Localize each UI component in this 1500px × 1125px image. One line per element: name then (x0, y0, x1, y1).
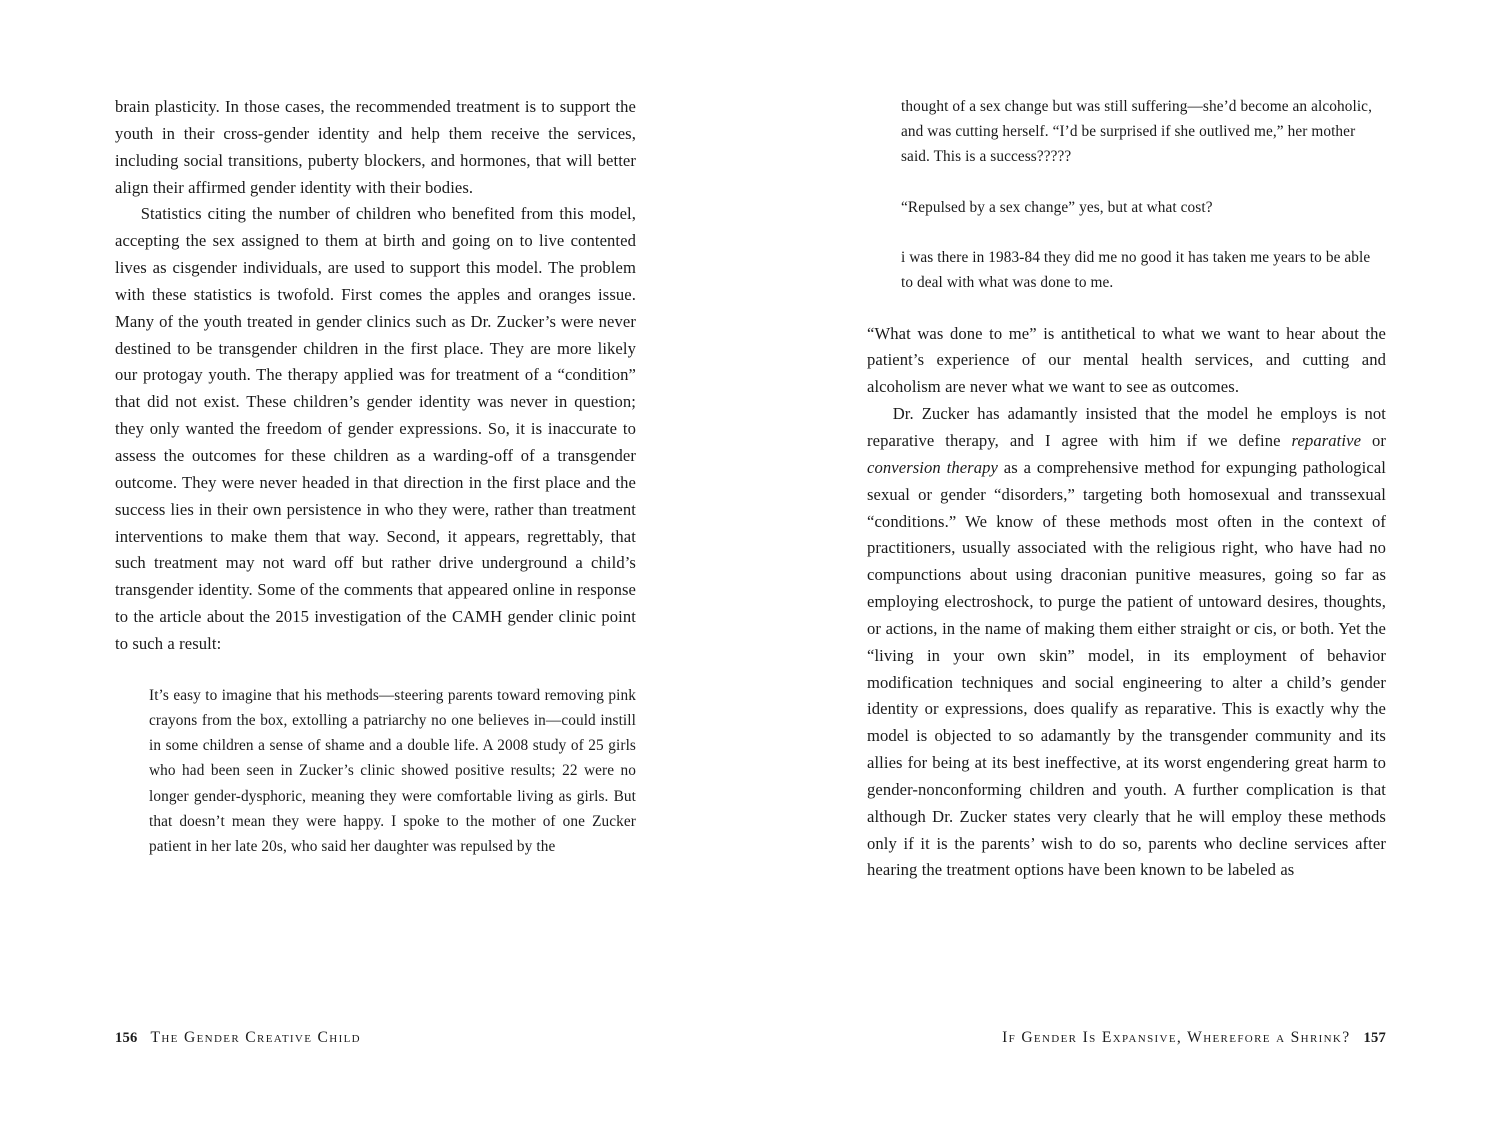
blockquote-continued (901, 94, 1386, 296)
paragraph-zucker-reparative (867, 401, 1386, 884)
italic-term: reparative (1291, 430, 1362, 450)
text-run: Dr. Zucker has adamantly insisted that the model he employs is not reparative therapy, and I agree with him if we define (867, 404, 1386, 450)
text-run: or (1361, 430, 1386, 450)
blockquote-paragraph: “Repulsed by a sex change” yes, but at what cost? (901, 198, 1213, 216)
paragraph-what-was-done: “What was done to me” is antithetical to what we want to hear about the patient’s experience of our mental health services, and cutting and alcoholism are never what we want to see as outcomes. (867, 323, 1386, 397)
right-page (750, 0, 1500, 1125)
blockquote-paragraph: It’s easy to imagine that his methods—steering parents toward removing pink crayons from the box, extolling a patriarchy no one believes in—could instill in some children a sense of shame and a double life. A 2008 study of 25 girls who had been seen in Zucker’s clinic showed positive results; 22 were no longer gender-dysphoric, meaning they were comfortable living as girls. But that doesn’t mean they were happy. I spoke to the mother of one Zucker patient in her late 20s, who said her daughter was repulsed by the (149, 686, 636, 855)
right-page-textblock (867, 94, 1386, 884)
left-page-textblock (115, 94, 636, 859)
blockquote-online-comments (149, 683, 636, 859)
running-title-left: The Gender Creative Child (150, 1029, 361, 1046)
running-title-right: If Gender Is Expansive, Wherefore a Shrink? (1002, 1029, 1351, 1046)
page-number-right: 157 (1363, 1030, 1386, 1046)
italic-term: conversion therapy (867, 457, 998, 477)
text-run: as a comprehensive method for expunging pathological sexual or gender “disorders,” targeting both homosexual and transsexual “conditions.” We know of these methods most often in the context of practitioners, usually associated with the religious right, who have had no compunctions about using draconian punitive measures, going so far as employing electroshock, to purge the patient of untoward desires, thoughts, or actions, in the name of making them either straight or cis, or both. Yet the “living in your own skin” model, in its employment of behavior modification techniques and social engineering to alter a child’s gender identity or expressions, does qualify as reparative. This is exactly why the model is objected to so adamantly by the transgender community and its allies for being at its best ineffective, at its worst engendering great harm to gender-nonconforming children and youth. A further complication is that although Dr. Zucker states very clearly that he will employ these methods only if it is the parents’ wish to do so, parents who decline services after hearing the treatment options have been known to be labeled as (867, 457, 1386, 880)
blockquote-paragraph: thought of a sex change but was still suffering—she’d become an alcoholic, and was cutting herself. “I’d be surprised if she outlived me,” her mother said. This is a success????? (901, 98, 1372, 166)
blockquote-paragraph: i was there in 1983-84 they did me no good it has taken me years to be able to deal with what was done to me. (901, 249, 1371, 292)
paragraph-statistics: Statistics citing the number of children who benefited from this model, accepting the sex assigned to them at birth and going on to live contented lives as cisgender individuals, are used to support this model. The problem with these statistics is twofold. First comes the apples and oranges issue. Many of the youth treated in gender clinics such as Dr. Zucker’s were never destined to be transgender children in the first place. They are more likely our protogay youth. The therapy applied was for treatment of a “condition” that did not exist. These children’s gender identity was never in question; they only wanted the freedom of gender expressions. So, it is inaccurate to assess the outcomes for these children as a warding-off of a transgender outcome. They were never headed in that direction in the first place and the success lies in their own persistence in who they were, rather than treatment interventions to make them that way. Second, it appears, regrettably, that such treatment may not ward off but rather drive underground a child’s transgender identity. Some of the comments that appeared online in response to the article about the 2015 investigation of the CAMH gender clinic point to such a result: (115, 204, 636, 653)
running-foot-left (115, 1029, 361, 1047)
paragraph-continued: brain plasticity. In those cases, the recommended treatment is to support the youth in their cross-gender identity and help them receive the services, including social transitions, puberty blockers, and hormones, that will better align their affirmed gender identity with their bodies. (115, 97, 636, 197)
running-foot-right (1002, 1029, 1386, 1047)
page-number-left: 156 (115, 1030, 138, 1046)
